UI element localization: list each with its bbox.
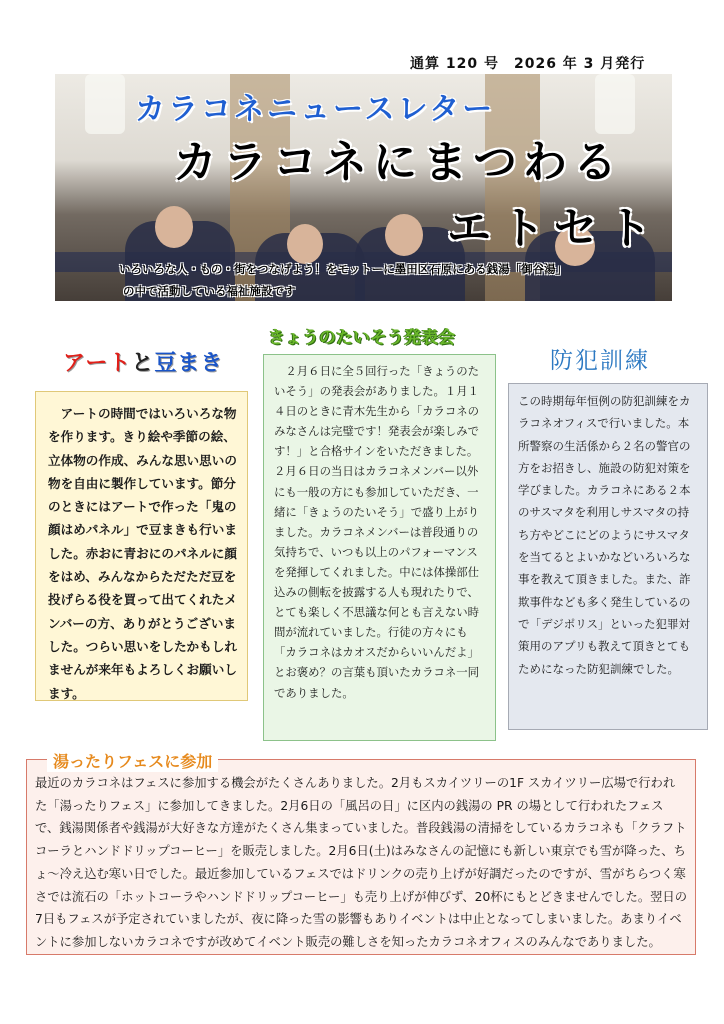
photo-person-head <box>385 214 423 256</box>
header-photo-banner <box>55 74 672 301</box>
fes-section-title: 湯ったりフェスに参加 <box>47 749 218 772</box>
photo-lantern <box>85 74 125 134</box>
art-section-title <box>63 346 223 377</box>
header-caption <box>119 258 659 301</box>
issue-line: 通算 120 号 2026 年 3 月発行 <box>410 56 646 72</box>
art-section-body: アートの時間ではいろいろな物を作ります。きり絵や季節の絵、立体物の作成、みんな思い思いの物を自由に製作しています。節分のときにはアートで作った「鬼の顔はめパネル」で豆まきも行いました。赤おに青おにのパネルに顔をはめ、みんなからただただ豆を投げらる役を買って出てくれたメンバーの方、ありがとうございました。つらい思いをしたかもしれませんが来年もよろしくお願いします。 <box>35 391 248 701</box>
art-title-red: アート <box>63 351 132 376</box>
taisou-section-body: ２月６日に全５回行った「きょうのたいそう」の発表会がありました。１月１４日のときに青木先生から「カラコネのみなさんは完璧です！発表会が楽しみです！」と合格サインをいただきました。２月６日の当日はカラコネメンバー以外にも一般の方にも参加していただき、一緒に「きょうのたいそう」で盛り上がりました。カラコネメンバーは普段通りの気持ちで、いつも以上のパフォーマンスを発揮してくれました。中には体操部仕込みの側転を披露する人も現れたりで、とても楽しく不思議な何とも言えない時間が流れていました。行徒の方々にも「カラコネはカオスだからいいんだよ」とお褒め？の言葉も頂いたカラコネ一同でありました。 <box>263 354 496 741</box>
bohan-section-body: この時期毎年恒例の防犯訓練をカラコネオフィスで行いました。本所警察の生活係から２名の警官の方をお招きし、施設の防犯対策を学びました。カラコネにある２本のサスマタを利用しサスマタの持ち方やどこにどのようにサスマタを当てるとよいかなどいろいろな事を教えて頂きました。また、詐欺事件なども多く発生しているので「デジポリス」といった犯罪対策用のアプリも教えて頂きとてもためになった防犯訓練でした。 <box>508 383 708 730</box>
header-caption-line2: の中で活動している福祉施設です <box>123 284 296 298</box>
photo-lantern <box>595 74 635 134</box>
art-title-blue: 豆まき <box>154 351 224 376</box>
art-title-black: と <box>131 351 155 376</box>
photo-person-head <box>155 206 193 248</box>
header-caption-line1: いろいろな人・もの・街をつなげよう！をモットーに墨田区石原にある銭湯「御谷湯」 <box>119 262 568 276</box>
newsletter-subtitle: カラコネニュースレター <box>135 92 496 127</box>
fes-section-body: 最近のカラコネはフェスに参加する機会がたくさんありました。2月もスカイツリーの1F スカイツリー広場で行われた「湯ったりフェス」に参加してきました。2月6日の「風呂の日」に区内の銭湯の PR の場として行われたフェスで、銭湯関係者や銭湯が大好きな方達がたくさん集まっていました。普段銭湯の清掃をしているカラコネも「クラフトコーラとハンドドリップコーヒー」を販売しました。2月6日(土)はみなさんの記憶にも新しい東京でも雪が降った、ちょ～冷え込む寒い日でした。最近参加しているフェスではドリンクの売り上げが好調だったのですが、雪がちらつく寒さでは流石の「ホットコーラやハンドドリップコーヒー」も売り上げが伸びず、20杯にもとどきませんでした。翌日の7日もフェスが予定されていましたが、夜に降った雪の影響もありイベントは中止となってしまいました。あまりイベントに参加しないカラコネですが改めてイベント販売の難しさを知ったカラコネオフィスのみんなでありました。 <box>26 759 696 955</box>
taisou-section-title: きょうのたいそう発表会 <box>268 328 455 348</box>
newsletter-title-line2: エトセト <box>447 203 662 254</box>
newsletter-title-line1: カラコネにまつわる <box>173 137 623 188</box>
bohan-section-title: 防犯訓練 <box>550 348 650 374</box>
